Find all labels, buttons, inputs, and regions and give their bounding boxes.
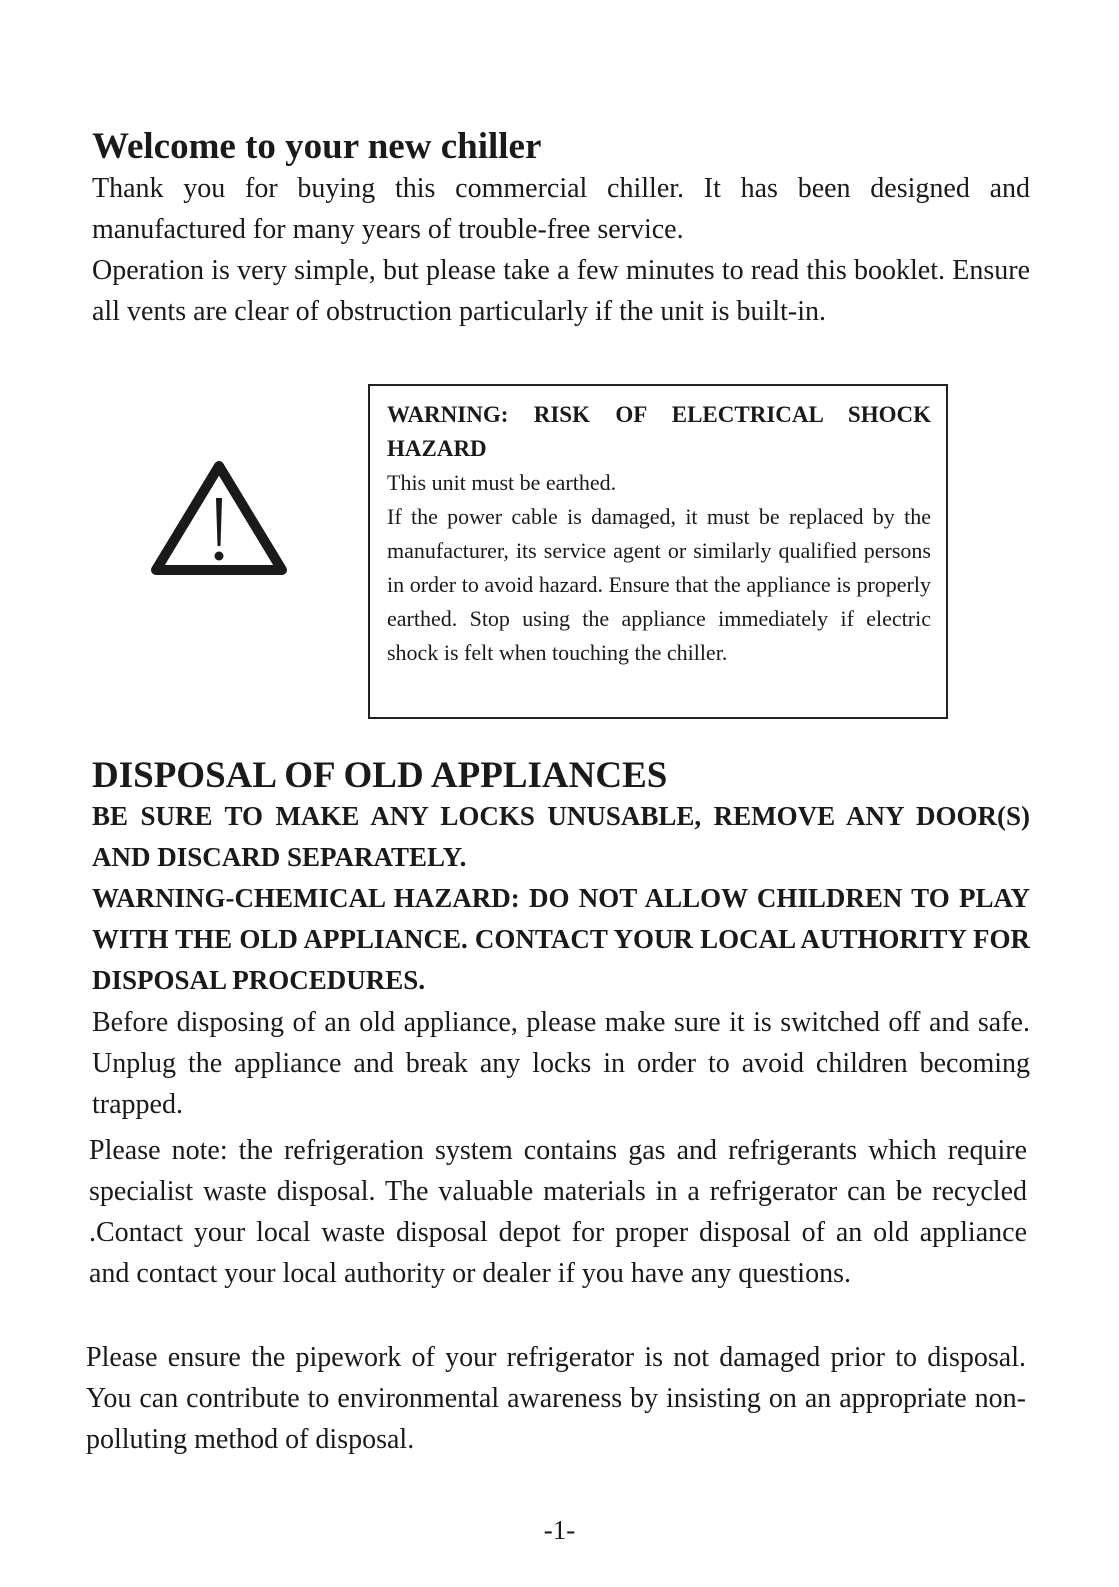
electrical-warning-box xyxy=(368,384,948,719)
disposal-paragraph-2: Please note: the refrigeration system contains gas and refrigerants which require specialist waste disposal. The valuable materials in a refrigerator can be recycled .Contact your local waste disposal depot for proper disposal of an old appliance and contact your local authority or dealer if you have any questions. xyxy=(89,1135,1027,1289)
disposal-paragraph-2-block xyxy=(89,1130,1027,1294)
warning-earthed-line: This unit must be earthed. xyxy=(387,470,617,495)
welcome-paragraph-2: Operation is very simple, but please take a few minutes to read this booklet. Ensure all vents are clear of obstruction particularly if the unit is built-in. xyxy=(92,255,1030,327)
disposal-paragraph-3: Please ensure the pipework of your refrigerator is not damaged prior to disposal. You can contribute to environmental awareness by insisting on an appropriate non-polluting method of disposal. xyxy=(86,1342,1026,1455)
warning-title: WARNING: RISK OF ELECTRICAL SHOCK HAZARD xyxy=(387,402,931,461)
disposal-heading: DISPOSAL OF OLD APPLIANCES xyxy=(92,755,668,796)
chemical-hazard-warning: WARNING-CHEMICAL HAZARD: DO NOT ALLOW CHILDREN TO PLAY WITH THE OLD APPLIANCE. CONTACT YOUR LOCAL AUTHORITY FOR DISPOSAL PROCEDURES. xyxy=(92,883,1030,995)
disposal-paragraph-1-block xyxy=(92,1002,1030,1125)
disposal-warnings xyxy=(92,796,1030,1001)
welcome-section xyxy=(92,168,1030,332)
page-number: -1- xyxy=(543,1515,576,1545)
warning-text: If the power cable is damaged, it must be replaced by the manufacturer, its service agent or similarly qualified persons in order to avoid hazard. Ensure that the appliance is properly earthed. Stop using the appliance immediately if electric shock is felt when touching the chiller. xyxy=(387,504,931,665)
locks-warning: BE SURE TO MAKE ANY LOCKS UNUSABLE, REMOVE ANY DOOR(S) AND DISCARD SEPARATELY. xyxy=(92,801,1030,872)
welcome-paragraph-1: Thank you for buying this commercial chiller. It has been designed and manufactured for many years of trouble-free service. xyxy=(92,173,1030,245)
welcome-heading: Welcome to your new chiller xyxy=(92,126,542,167)
warning-triangle-icon xyxy=(150,458,288,576)
disposal-paragraph-3-block xyxy=(86,1337,1026,1460)
disposal-paragraph-1: Before disposing of an old appliance, please make sure it is switched off and safe. Unplug the appliance and break any locks in order to avoid children becoming trapped. xyxy=(92,1007,1030,1120)
